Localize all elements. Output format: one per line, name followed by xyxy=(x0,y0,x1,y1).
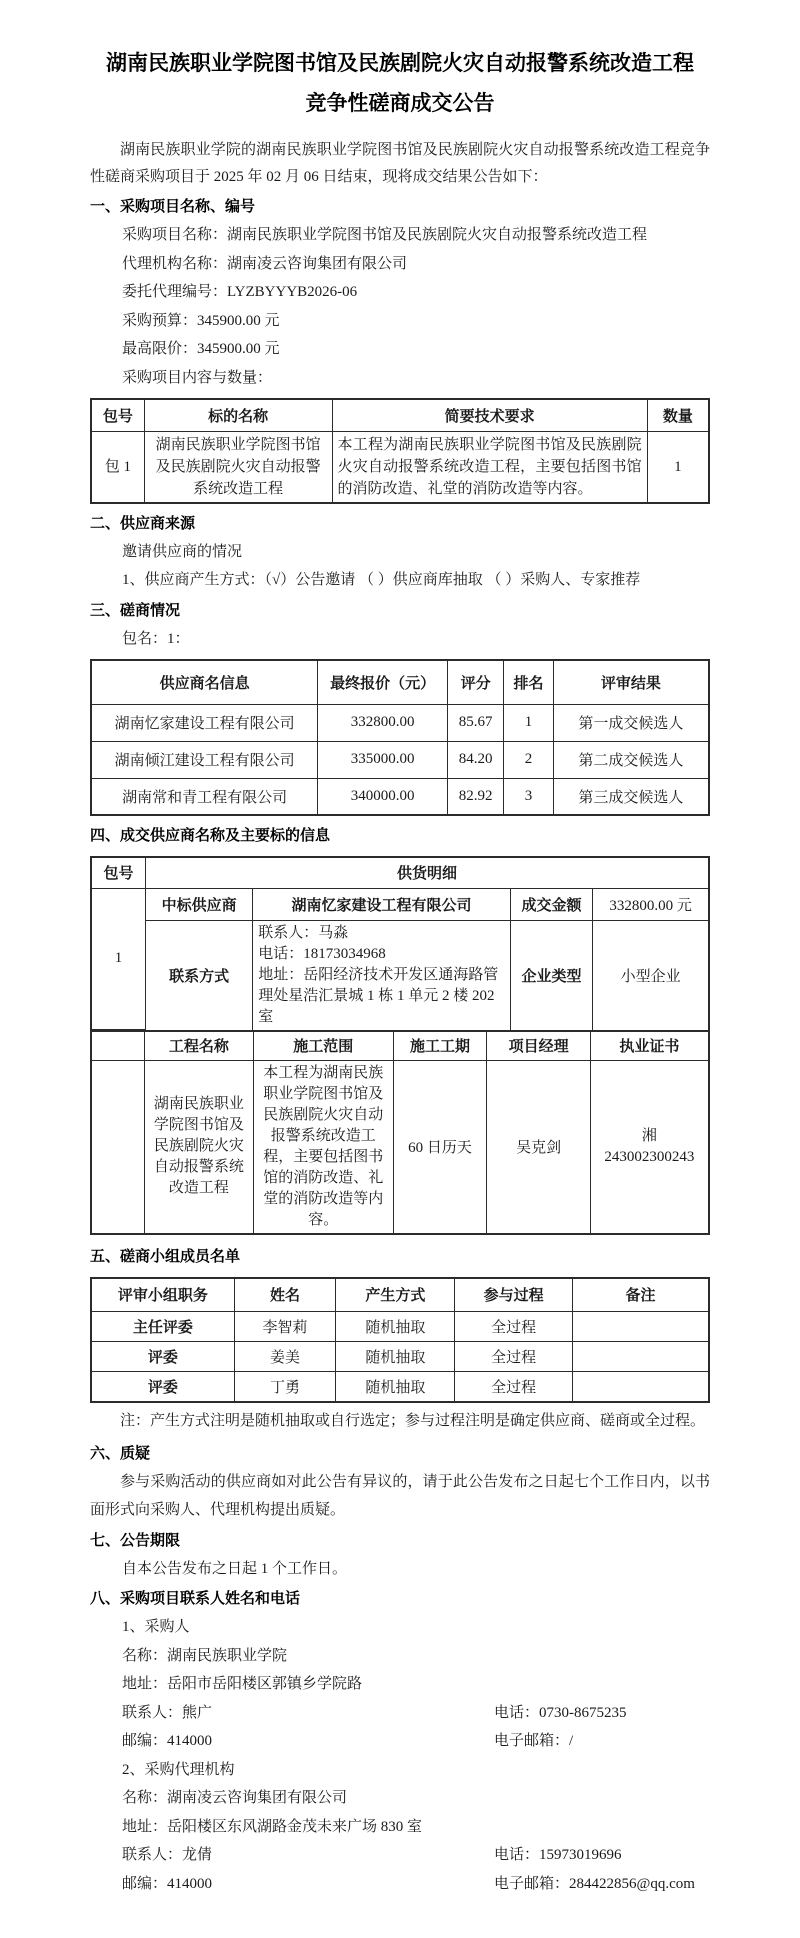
header-detail: 供货明细 xyxy=(146,858,708,888)
cell-role: 评委 xyxy=(91,1342,234,1372)
cell-rank: 2 xyxy=(504,741,553,778)
agent-address: 地址：岳阳楼区东风湖路金茂未来广场 830 室 xyxy=(122,1818,423,1835)
cell-scope: 本工程为湖南民族职业学院图书馆及民族剧院火灾自动报警系统改造工程，主要包括图书馆的消防改造、礼堂的消防改造等内容。 xyxy=(253,1060,393,1233)
header-tech: 简要技术要求 xyxy=(332,399,647,431)
agent-label: 2、采购代理机构 xyxy=(122,1761,235,1778)
purchaser-contact: 联系人：熊广 xyxy=(122,1704,213,1721)
document-title xyxy=(90,44,710,124)
cell-method: 随机抽取 xyxy=(336,1342,455,1372)
section-2 xyxy=(90,510,710,595)
challenge-paragraph: 参与采购活动的供应商如对此公告有异议的，请于此公告发布之日起七个工作日内，以书面形式向采购人、代理机构提出质疑。 xyxy=(90,1473,710,1518)
content-label-line: 采购项目内容与数量： xyxy=(122,369,273,386)
winner-table-top xyxy=(92,858,708,1030)
section-5 xyxy=(90,1243,710,1434)
section-4-heading: 四、成交供应商名称及主要标的信息 xyxy=(90,828,331,844)
cell-result: 第一成交候选人 xyxy=(553,704,709,741)
section-3 xyxy=(90,597,710,817)
header-participation: 参与过程 xyxy=(455,1278,572,1312)
cell-amount: 332800.00 元 xyxy=(593,888,708,920)
panel-note: 注：产生方式注明是随机抽取或自行选定；参与过程注明是确定供应商、磋商或全过程。 xyxy=(120,1412,706,1429)
content-table-header-row xyxy=(91,399,709,431)
section-1-heading: 一、采购项目名称、编号 xyxy=(90,199,256,215)
agent-name: 名称：湖南凌云咨询集团有限公司 xyxy=(122,1790,348,1806)
agent-contact: 联系人：龙倩 xyxy=(122,1847,213,1863)
winner-row xyxy=(92,888,708,920)
header-method: 产生方式 xyxy=(336,1278,455,1312)
cell-result: 第三成交候选人 xyxy=(553,778,709,815)
agency-name-line: 代理机构名称：湖南凌云咨询集团有限公司 xyxy=(122,255,408,272)
header-result: 评审结果 xyxy=(553,660,709,704)
candidate-row xyxy=(91,741,709,778)
cell-method: 随机抽取 xyxy=(336,1312,455,1342)
purchaser-zip-row xyxy=(90,1727,710,1756)
header-project-name: 工程名称 xyxy=(144,1032,253,1060)
panel-table-wrap xyxy=(90,1277,710,1403)
project-row xyxy=(92,1060,708,1233)
candidates-table xyxy=(90,659,710,816)
cell-duration: 60 日历天 xyxy=(393,1060,487,1233)
cell-remark xyxy=(572,1372,709,1402)
cell-name: 丁勇 xyxy=(234,1372,335,1402)
header-manager: 项目经理 xyxy=(487,1032,590,1060)
cell-rank: 3 xyxy=(504,778,553,815)
title-line-2: 竞争性磋商成交公告 xyxy=(305,92,495,115)
label-contact: 联系方式 xyxy=(146,920,253,1030)
panel-table xyxy=(90,1277,710,1403)
panel-row xyxy=(91,1342,709,1372)
cell-winner-name: 湖南忆家建设工程有限公司 xyxy=(253,888,511,920)
budget-line: 采购预算：345900.00 元 xyxy=(122,312,280,329)
cell-subject: 湖南民族职业学院图书馆及民族剧院火灾自动报警系统改造工程 xyxy=(144,431,332,503)
header-name: 姓名 xyxy=(234,1278,335,1312)
header-final-price: 最终报价（元） xyxy=(318,660,448,704)
header-rank: 排名 xyxy=(504,660,553,704)
winner-table-bottom xyxy=(92,1032,708,1233)
content-table xyxy=(90,398,710,504)
cell-qty: 1 xyxy=(647,431,709,503)
section-7 xyxy=(90,1527,710,1584)
agent-email: 电子邮箱：284422856@qq.com xyxy=(494,1875,695,1892)
section-7-heading: 七、公告期限 xyxy=(90,1532,181,1549)
package-label: 包名：1： xyxy=(122,630,190,647)
cell-participation: 全过程 xyxy=(455,1342,572,1372)
header-cert: 执业证书 xyxy=(590,1032,708,1060)
cell-tech: 本工程为湖南民族职业学院图书馆及民族剧院火灾自动报警系统改造工程，主要包括图书馆的消防改造、礼堂的消防改造等内容。 xyxy=(332,431,647,503)
cert-line-1: 湘 xyxy=(641,1127,657,1144)
agent-zip: 邮编：414000 xyxy=(122,1875,213,1892)
purchaser-name: 名称：湖南民族职业学院 xyxy=(122,1647,288,1664)
cell-price: 335000.00 xyxy=(318,741,448,778)
section-6 xyxy=(90,1440,710,1525)
header-role: 评审小组职务 xyxy=(91,1278,234,1312)
label-amount: 成交金额 xyxy=(510,888,593,920)
cell-supplier: 湖南常和青工程有限公司 xyxy=(91,778,318,815)
title-line-1: 湖南民族职业学院图书馆及民族剧院火灾自动报警系统改造工程 xyxy=(106,52,694,75)
cert-line-2: 243002300243 xyxy=(604,1148,695,1165)
cell-name: 姜美 xyxy=(234,1342,335,1372)
cell-pkg-no: 1 xyxy=(92,888,146,1030)
project-name-line: 采购项目名称：湖南民族职业学院图书馆及民族剧院火灾自动报警系统改造工程 xyxy=(122,227,648,243)
contact-row xyxy=(92,920,708,1030)
header-score: 评分 xyxy=(448,660,504,704)
section-4 xyxy=(90,822,710,1235)
cell-contact xyxy=(253,920,511,1030)
max-price-line: 最高限价：345900.00 元 xyxy=(122,341,280,357)
purchaser-address: 地址：岳阳市岳阳楼区郭镇乡学院路 xyxy=(122,1676,363,1692)
cell-score: 82.92 xyxy=(448,778,504,815)
header-subject: 标的名称 xyxy=(144,399,332,431)
cell-score: 84.20 xyxy=(448,741,504,778)
winner-header-row xyxy=(92,858,708,888)
cell-project-name: 湖南民族职业学院图书馆及民族剧院火灾自动报警系统改造工程 xyxy=(144,1060,253,1233)
candidate-row xyxy=(91,704,709,741)
cell-manager: 吴克剑 xyxy=(487,1060,590,1233)
cell-participation: 全过程 xyxy=(455,1372,572,1402)
cell-rank: 1 xyxy=(504,704,553,741)
contact-phone: 电话：18173034968 xyxy=(258,945,386,962)
contact-address: 地址：岳阳经济技术开发区通海路管理处星浩汇景城 1 栋 1 单元 2 楼 202 室 xyxy=(258,966,499,1025)
cell-supplier: 湖南忆家建设工程有限公司 xyxy=(91,704,318,741)
header-pkg: 包号 xyxy=(91,399,144,431)
project-header-row xyxy=(92,1032,708,1060)
purchaser-label: 1、采购人 xyxy=(122,1619,190,1635)
section-8-heading: 八、采购项目联系人姓名和电话 xyxy=(90,1591,301,1607)
section-5-heading: 五、磋商小组成员名单 xyxy=(90,1248,241,1265)
candidates-header-row xyxy=(91,660,709,704)
cell-method: 随机抽取 xyxy=(336,1372,455,1402)
cell-supplier: 湖南倾江建设工程有限公司 xyxy=(91,741,318,778)
content-table-wrap xyxy=(90,398,710,504)
cell-price: 332800.00 xyxy=(318,704,448,741)
panel-row xyxy=(91,1372,709,1402)
purchaser-email: 电子邮箱：/ xyxy=(494,1733,574,1749)
contact-person: 联系人：马淼 xyxy=(258,924,349,941)
purchaser-contact-row xyxy=(90,1699,710,1728)
cell-remark xyxy=(572,1342,709,1372)
cell-role: 主任评委 xyxy=(91,1312,234,1342)
panel-header-row xyxy=(91,1278,709,1312)
cell-result: 第二成交候选人 xyxy=(553,741,709,778)
section-6-heading: 六、质疑 xyxy=(90,1445,151,1462)
panel-row xyxy=(91,1312,709,1342)
header-pkg: 包号 xyxy=(92,858,146,888)
label-winner: 中标供应商 xyxy=(146,888,253,920)
agent-zip-row xyxy=(90,1870,710,1899)
content-table-row xyxy=(91,431,709,503)
label-enterprise-type: 企业类型 xyxy=(510,920,593,1030)
cell-enterprise-type: 小型企业 xyxy=(593,920,708,1030)
purchaser-zip: 邮编：414000 xyxy=(122,1733,213,1749)
winner-table xyxy=(90,856,710,1235)
supplier-method-line: 1、供应商产生方式：（√）公告邀请 （ ）供应商库抽取 （ ）采购人、专家推荐 xyxy=(122,572,641,588)
header-scope: 施工范围 xyxy=(253,1032,393,1060)
purchaser-phone: 电话：0730-8675235 xyxy=(494,1704,627,1721)
empty-cell xyxy=(92,1032,144,1060)
candidates-table-wrap xyxy=(90,659,710,816)
invite-line: 邀请供应商的情况 xyxy=(122,543,243,560)
agency-code-line: 委托代理编号：LYZBYYYB2026-06 xyxy=(122,284,358,300)
header-supplier: 供应商名信息 xyxy=(91,660,318,704)
cell-price: 340000.00 xyxy=(318,778,448,815)
section-8 xyxy=(90,1585,710,1898)
agent-phone: 电话：15973019696 xyxy=(494,1847,622,1863)
cell-pkg: 包 1 xyxy=(91,431,144,503)
cell-name: 李智莉 xyxy=(234,1312,335,1342)
cell-score: 85.67 xyxy=(448,704,504,741)
empty-cell xyxy=(92,1060,144,1233)
cell-remark xyxy=(572,1312,709,1342)
period-line: 自本公告发布之日起 1 个工作日。 xyxy=(122,1560,348,1577)
agent-contact-row xyxy=(90,1841,710,1870)
header-qty: 数量 xyxy=(647,399,709,431)
intro-paragraph: 湖南民族职业学院的湖南民族职业学院图书馆及民族剧院火灾自动报警系统改造工程竞争性磋商采购项目于 2025 年 02 月 06 日结束，现将成交结果公告如下： xyxy=(90,142,710,185)
header-duration: 施工工期 xyxy=(393,1032,487,1060)
candidate-row xyxy=(91,778,709,815)
cell-role: 评委 xyxy=(91,1372,234,1402)
cell-cert xyxy=(590,1060,708,1233)
cell-participation: 全过程 xyxy=(455,1312,572,1342)
section-3-heading: 三、磋商情况 xyxy=(90,602,181,619)
section-2-heading: 二、供应商来源 xyxy=(90,515,196,532)
header-remark: 备注 xyxy=(572,1278,709,1312)
section-1 xyxy=(90,193,710,504)
